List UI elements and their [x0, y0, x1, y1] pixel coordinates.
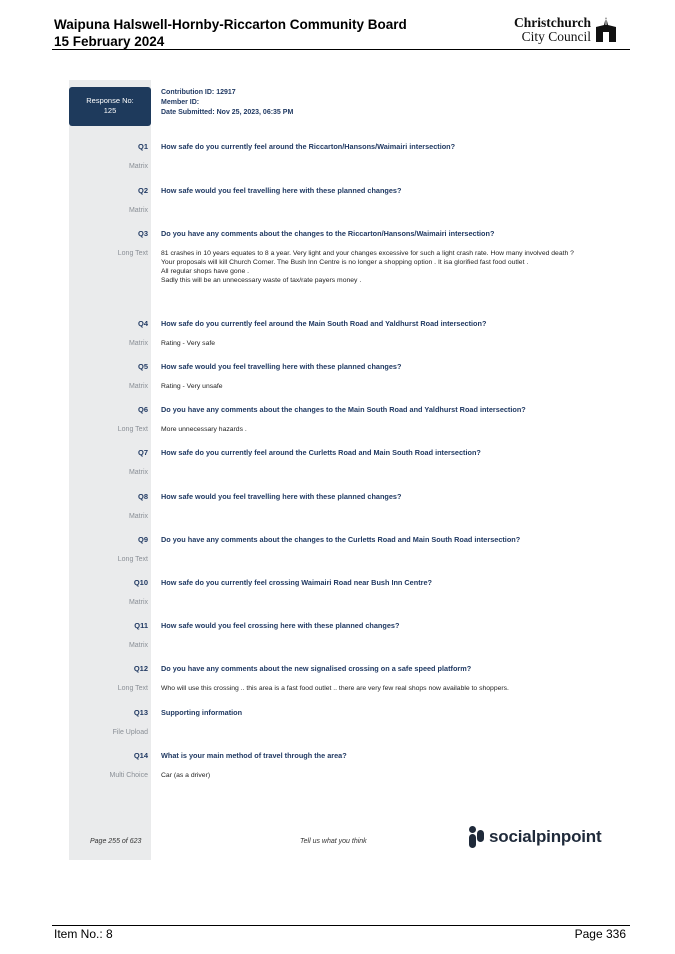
question-text: How safe would you feel travelling here with these planned changes?: [161, 362, 402, 371]
question-type: Long Text: [117, 250, 148, 257]
document-header: [54, 16, 407, 50]
question-number: Q11: [134, 621, 148, 630]
date-submitted: Date Submitted: Nov 25, 2023, 06:35 PM: [161, 109, 294, 116]
question-text: Do you have any comments about the new signalised crossing on a safe speed platform?: [161, 664, 472, 673]
contribution-id: Contribution ID: 12917: [161, 89, 236, 96]
question-number: Q2: [137, 186, 148, 195]
question-type: File Upload: [112, 729, 148, 736]
question-text: How safe would you feel crossing here with these planned changes?: [161, 621, 400, 630]
answer-text: [161, 684, 601, 693]
answer-line: More unnecessary hazards .: [161, 426, 247, 433]
question-text: How safe would you feel travelling here with these planned changes?: [161, 186, 402, 195]
answer-line: 81 crashes in 10 years equates to 8 a year. Very light and your changes excessive for such a light crash rate. How many involved death ?: [161, 250, 574, 257]
question-number: Q5: [137, 362, 148, 371]
question-number: Q3: [137, 229, 148, 238]
question-type: Matrix: [128, 469, 148, 476]
question-type: Matrix: [128, 383, 148, 390]
council-logo: [511, 14, 621, 48]
question-number: Q9: [137, 535, 148, 544]
socialpinpoint-logo: [469, 826, 602, 850]
item-number: Item No.: 8: [54, 927, 113, 941]
question-text: How safe do you currently feel around the Riccarton/Hansons/Waimairi intersection?: [161, 142, 456, 151]
footer-rule: [52, 925, 630, 926]
meeting-date: 15 February 2024: [54, 34, 165, 49]
question-type: Long Text: [117, 556, 148, 563]
question-type: Matrix: [128, 642, 148, 649]
question-text: Do you have any comments about the changes to the Riccarton/Hansons/Waimairi intersection?: [161, 229, 495, 238]
question-text: Do you have any comments about the changes to the Curletts Road and Main South Road intersection?: [161, 535, 521, 544]
page-number: Page 336: [574, 927, 626, 941]
question-type: Long Text: [117, 685, 148, 692]
answer-line: Who will use this crossing .. this area is a fast food outlet .. there are very few real shops now available to shoppers.: [161, 685, 509, 692]
question-type: Matrix: [128, 599, 148, 606]
question-type: Multi Choice: [109, 772, 148, 779]
submission-meta: [161, 88, 293, 118]
answer-line: Your proposals will kill Church Corner. The Bush Inn Centre is no longer a shopping option . It isa glorified fast food outlet .: [161, 259, 529, 266]
header-rule: [52, 49, 630, 50]
board-name: Waipuna Halswell-Hornby-Riccarton Community Board: [54, 17, 407, 32]
sheet-page-number: Page 255 of 623: [90, 838, 142, 845]
question-text: How safe would you feel travelling here with these planned changes?: [161, 492, 402, 501]
question-number: Q12: [133, 664, 148, 673]
response-number-box: [69, 87, 151, 126]
question-text: Supporting information: [161, 708, 243, 717]
tagline: Tell us what you think: [300, 838, 367, 845]
question-number: Q1: [137, 142, 148, 151]
question-type: Matrix: [128, 513, 148, 520]
question-text: How safe do you currently feel around the Main South Road and Yaldhurst Road intersection?: [161, 319, 487, 328]
logo-line2: City Council: [521, 29, 591, 44]
answer-text: [161, 771, 601, 780]
question-type: Matrix: [128, 340, 148, 347]
question-text: What is your main method of travel through the area?: [161, 751, 347, 760]
pinpoint-icon: [469, 826, 485, 848]
answer-line: Rating - Very safe: [161, 340, 216, 347]
answer-line: All regular shops have gone .: [161, 268, 250, 275]
question-number: Q4: [137, 319, 148, 328]
question-text: Do you have any comments about the changes to the Main South Road and Yaldhurst Road intersection?: [161, 405, 526, 414]
cathedral-icon: [594, 16, 618, 46]
question-number: Q7: [137, 448, 148, 457]
answer-text: [161, 249, 601, 285]
response-label: Response No:: [86, 96, 134, 105]
answer-line: Car (as a driver): [161, 772, 211, 779]
answer-line: Rating - Very unsafe: [161, 383, 223, 390]
question-text: How safe do you currently feel around the Curletts Road and Main South Road intersection?: [161, 448, 481, 457]
submission-sheet: [69, 80, 612, 860]
question-number: Q6: [137, 405, 148, 414]
question-number: Q14: [133, 751, 148, 760]
question-type: Long Text: [117, 426, 148, 433]
question-number: Q13: [133, 708, 148, 717]
question-number: Q10: [133, 578, 148, 587]
question-text: How safe do you currently feel crossing Waimairi Road near Bush Inn Centre?: [161, 578, 432, 587]
member-id: Member ID:: [161, 99, 200, 106]
answer-text: [161, 382, 601, 391]
answer-line: Sadly this will be an unnecessary waste of tax/rate payers money .: [161, 277, 362, 284]
answer-text: [161, 425, 601, 434]
question-number: Q8: [137, 492, 148, 501]
answer-text: [161, 339, 601, 348]
brand-name: socialpinpoint: [489, 827, 602, 846]
question-type: Matrix: [128, 207, 148, 214]
question-type: Matrix: [128, 163, 148, 170]
logo-line1: Christchurch: [513, 15, 591, 30]
response-number: 125: [103, 106, 117, 115]
